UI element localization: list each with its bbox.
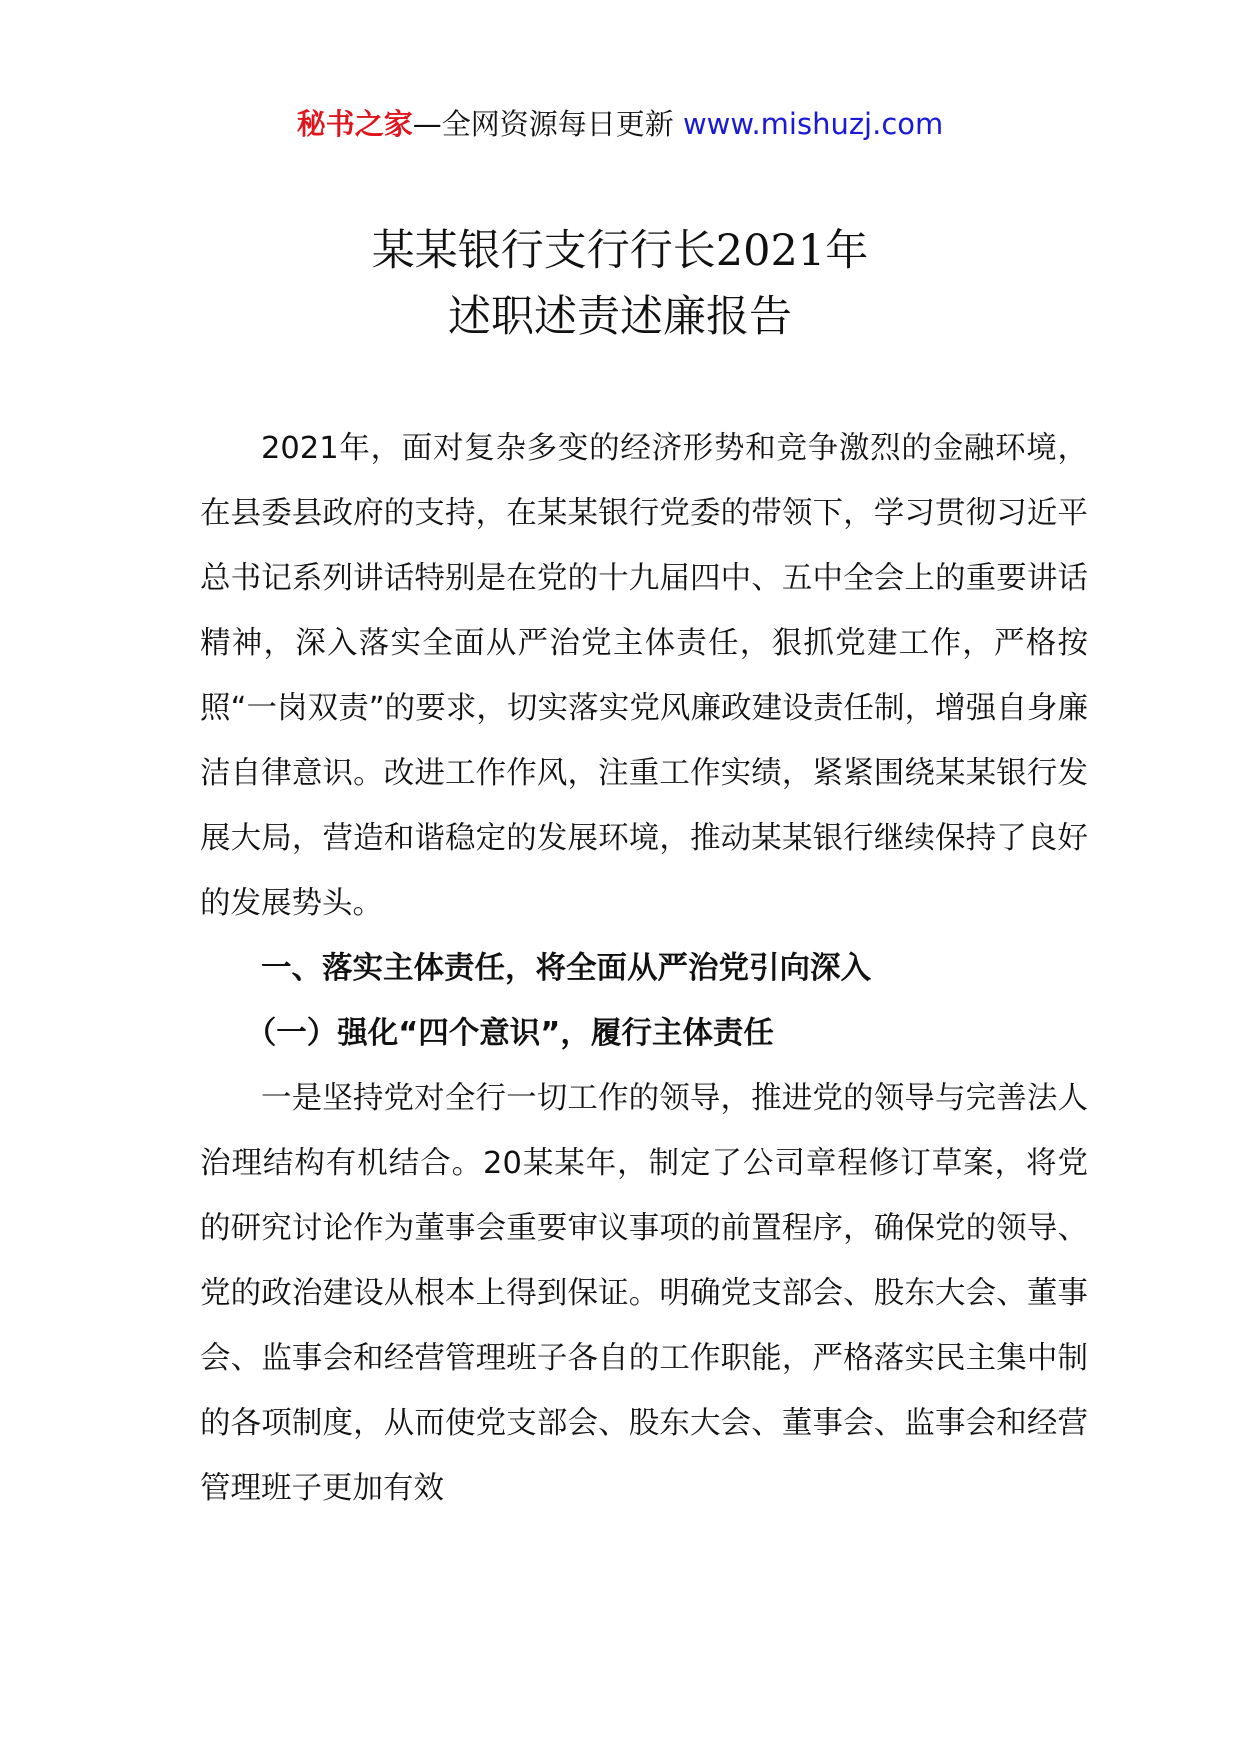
title-line-2: 述职述责述廉报告 (448, 292, 792, 342)
brand-name: 秘书之家 (296, 107, 413, 141)
intro-paragraph: 2021年，面对复杂多变的经济形势和竞争激烈的金融环境，在县委县政府的支持，在某某银行党委的带领下，学习贯彻习近平总书记系列讲话特别是在党的十九届四中、五中全会上的重要讲话精神，深入落实全面从严治党主体责任，狠抓党建工作，严格按照“一岗双责”的要求，切实落实党风廉政建设责任制，增强自身廉洁自律意识。改进工作作风，注重工作实绩，紧紧围绕某某银行发展大局，营造和谐稳定的发展环境，推动某某银行继续保持了良好的发展势头。 (200, 431, 1088, 921)
section-heading: 一、落实主体责任，将全面从严治党引向深入 (261, 951, 871, 986)
body-paragraph: 一是坚持党对全行一切工作的领导，推进党的领导与完善法人治理结构有机结合。20某某年，制定了公司章程修订草案，将党的研究讨论作为董事会重要审议事项的前置程序，确保党的领导、党的政治建设从根本上得到保证。明确党支部会、股东大会、董事会、监事会和经营管理班子各自的工作职能，严格落实民主集中制的各项制度，从而使党支部会、股东大会、董事会、监事会和经营管理班子更加有效 (200, 1081, 1088, 1506)
document-title (0, 218, 1240, 350)
site-header (0, 104, 1240, 144)
site-slogan: —全网资源每日更新 (412, 107, 683, 141)
title-line-1: 某某银行支行行长2021年 (371, 226, 869, 276)
subsection-heading: （一）强化“四个意识”，履行主体责任 (245, 1016, 774, 1051)
site-url[interactable]: www.mishuzj.com (682, 107, 944, 141)
document-body (200, 416, 1088, 1521)
